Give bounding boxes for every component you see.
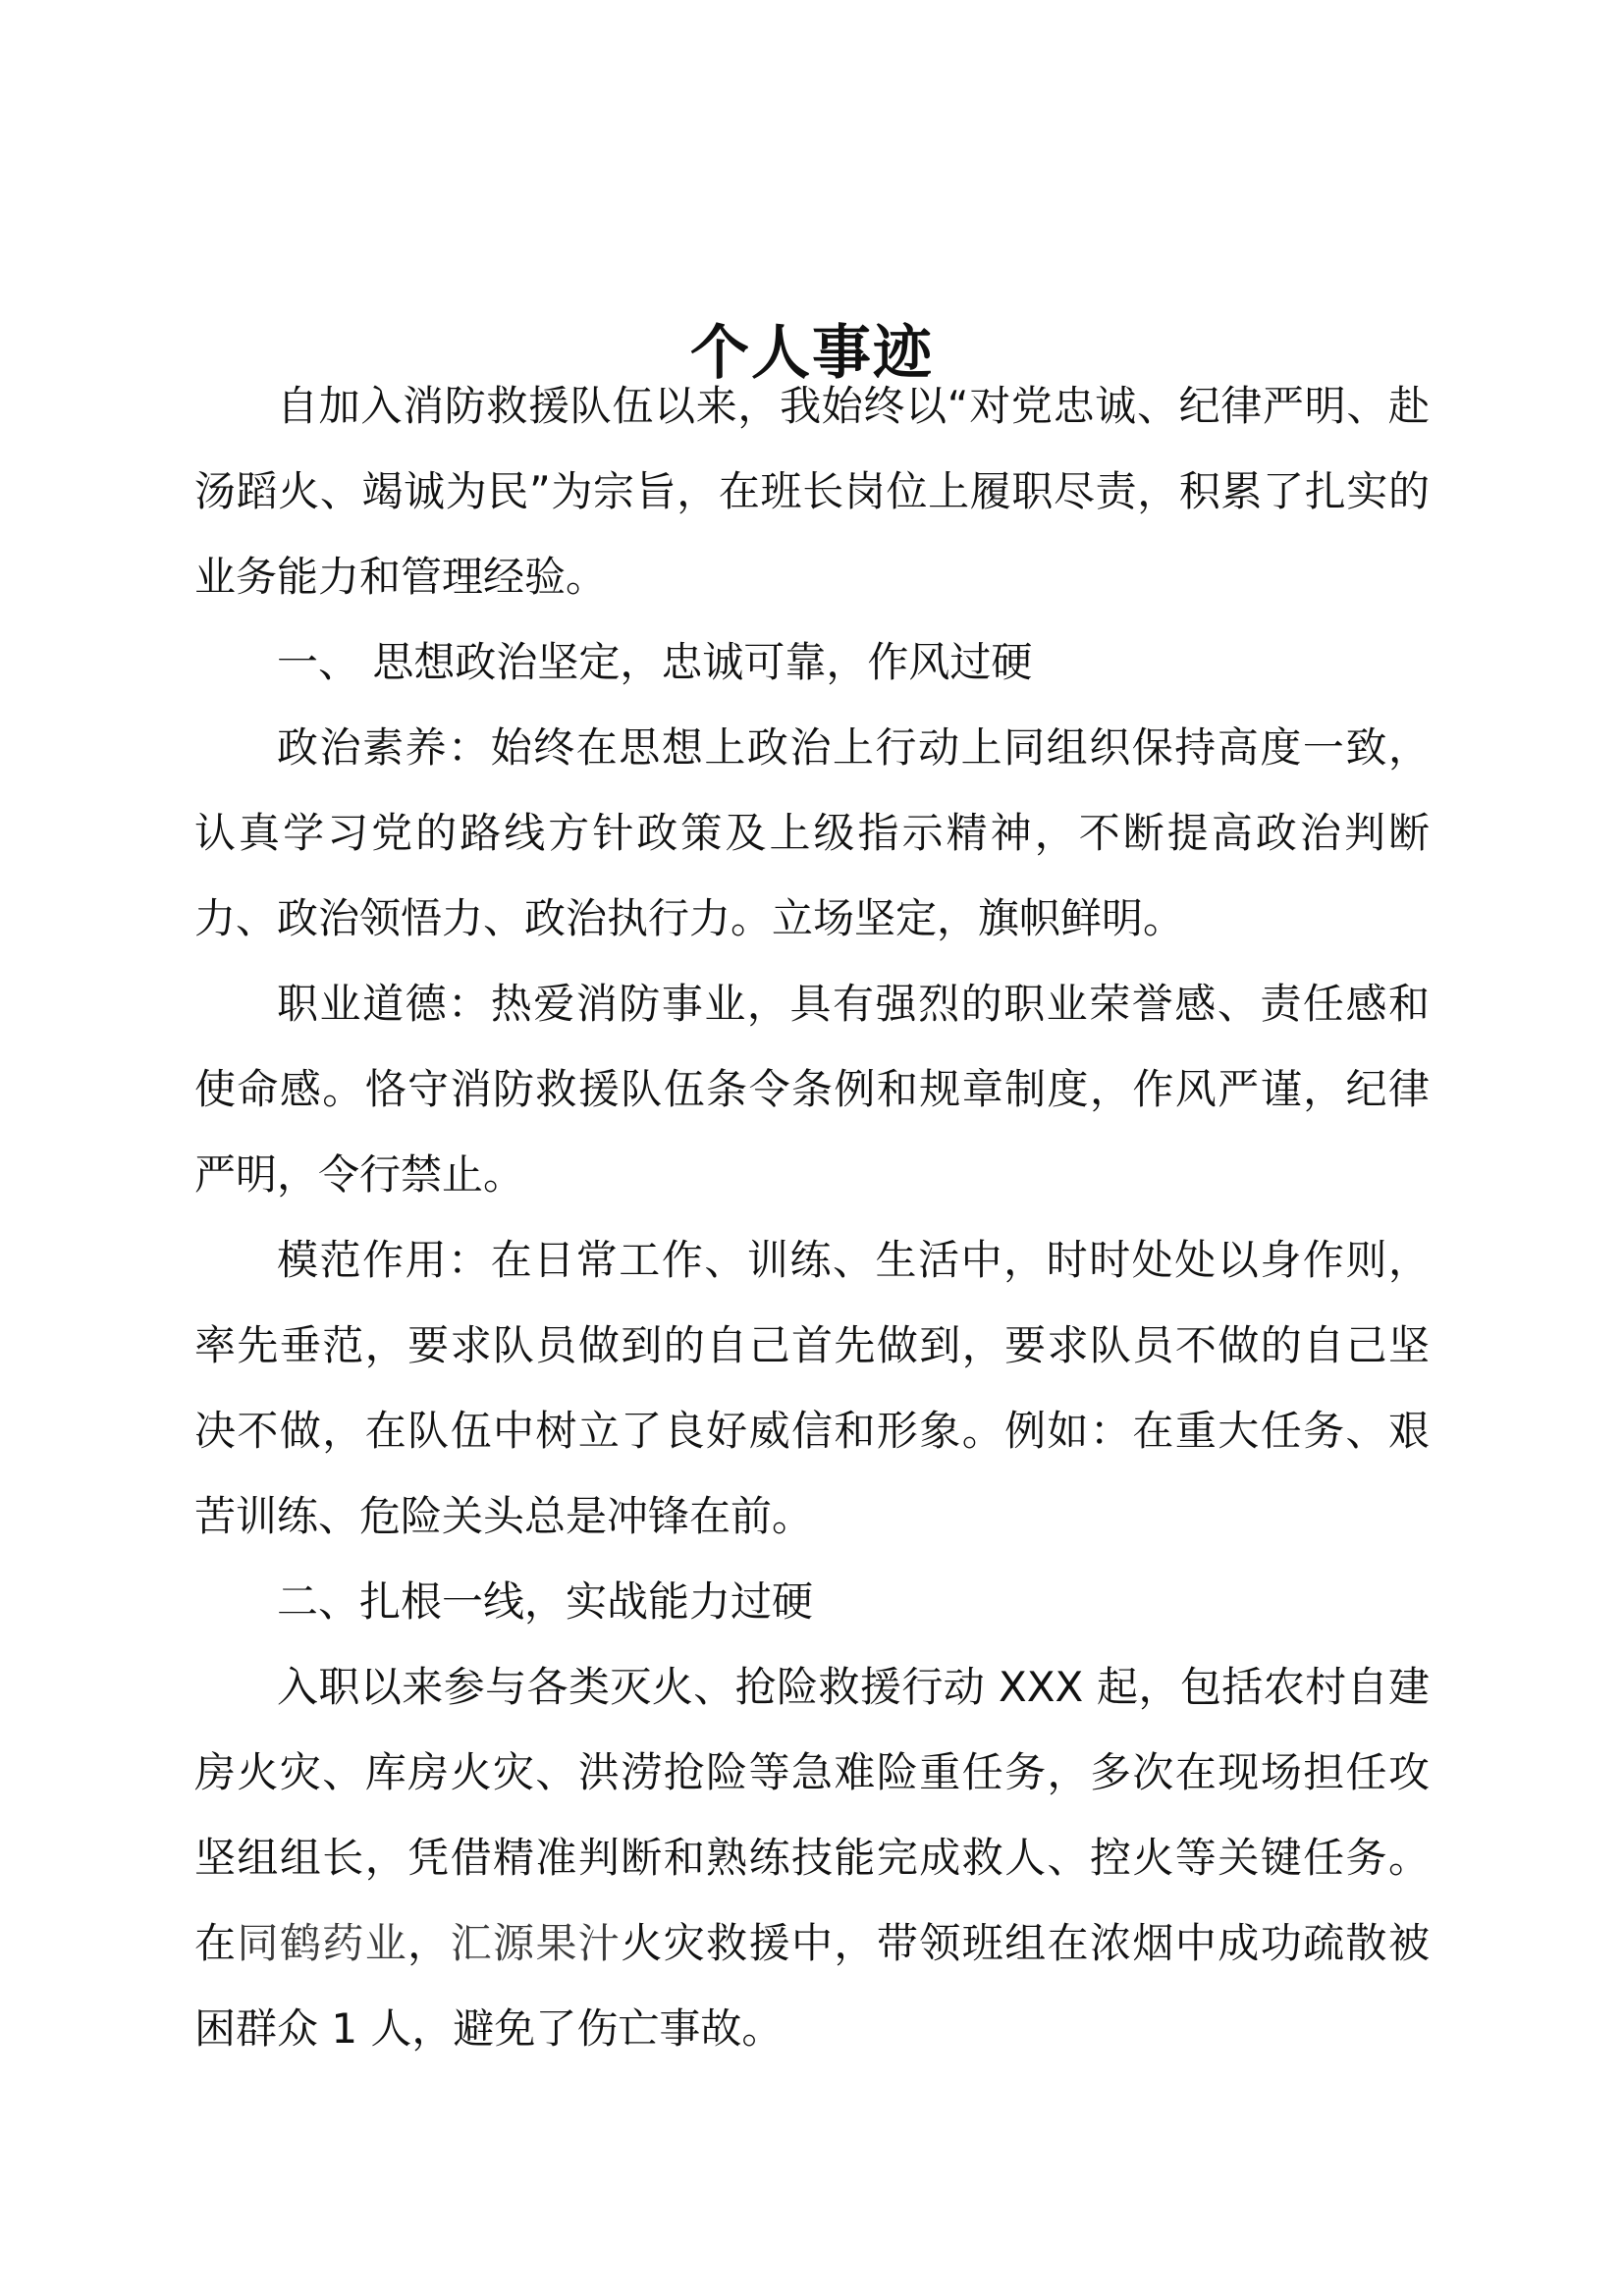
company-name-2: 汇源果汁: [450, 1919, 622, 1967]
section-1-heading: 一、 思想政治坚定，忠诚可靠，作风过硬: [277, 638, 1033, 686]
company-separator: ，: [407, 1919, 451, 1967]
company-name-1: 同鹤药业: [237, 1919, 408, 1967]
political-quality-paragraph: 政治素养：始终在思想上政治上行动上同组织保持高度一致，认真学习党的路线方针政策及上级指示精神，不断提高政治判断力、政治领悟力、政治执行力。立场坚定，旗帜鲜明。: [194, 723, 1430, 942]
intro-paragraph: 自加入消防救援队伍以来，我始终以“对党忠诚、纪律严明、赴汤蹈火、竭诚为民”为宗旨，在班长岗位上履职尽责，积累了扎实的业务能力和管理经验。: [194, 382, 1430, 601]
document-body: [194, 363, 1430, 2071]
document-title: 个人事迹: [690, 319, 934, 389]
frontline-paragraph: [194, 1644, 1430, 2071]
professional-ethics-paragraph: 职业道德：热爱消防事业，具有强烈的职业荣誉感、责任感和使命感。恪守消防救援队伍条令条例和规章制度，作风严谨，纪律严明，令行禁止。: [194, 980, 1430, 1199]
section-2-heading: 二、扎根一线，实战能力过硬: [277, 1577, 814, 1626]
frontline-text-part-1: 入职以来参与各类灭火、抢险救援行动 XXX 起，包括农村自建房火灾、库房火灾、洪涝抢险等急难险重任务，多次在现场担任攻坚组组长，凭借精准判断和熟练技能完成救人、控火等关键任务。在: [194, 1663, 1430, 1967]
exemplary-role-paragraph: 模范作用：在日常工作、训练、生活中，时时处处以身作则，率先垂范，要求队员做到的自己首先做到，要求队员不做的自己坚决不做，在队伍中树立了良好威信和形象。例如：在重大任务、艰苦训练、危险关头总是冲锋在前。: [194, 1236, 1430, 1540]
frontline-text-part-2: 火灾救援中，带领班组在浓烟中成功疏散被困群众 1 人，避免了伤亡事故。: [194, 1919, 1430, 2053]
